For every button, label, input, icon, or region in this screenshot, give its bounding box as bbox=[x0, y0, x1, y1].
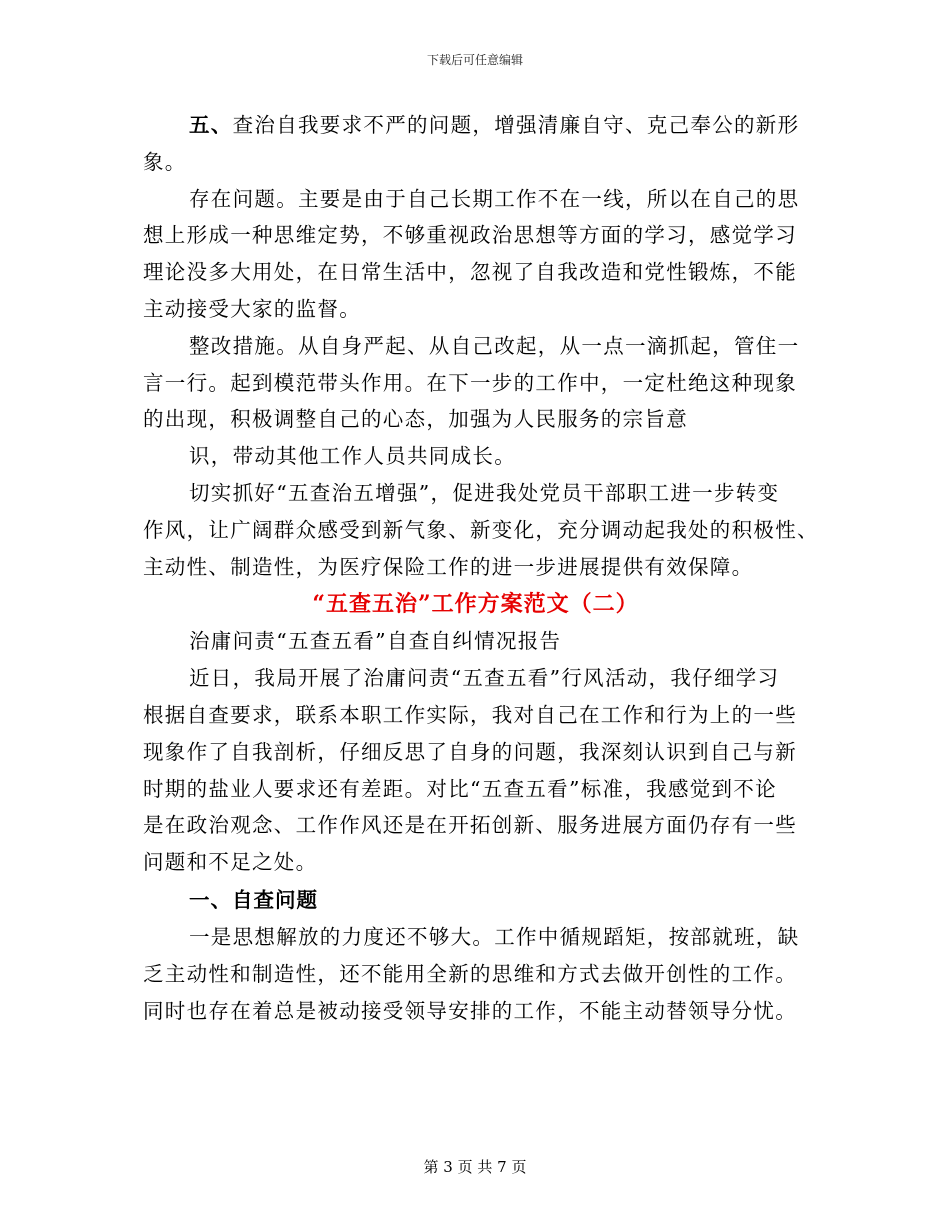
conclusion-paragraph-line: 作风，让广阔群众感受到新气象、新变化，充分调动起我处的积极性、 bbox=[143, 517, 819, 542]
intro-paragraph-line: 根据自查要求，联系本职工作实际，我对自己在工作和行为上的一些 bbox=[143, 702, 797, 727]
problems-paragraph-line: 存在问题。主要是由于自己长期工作不在一线，所以在自己的思 bbox=[189, 186, 800, 211]
intro-paragraph-line: 现象作了自我剖析，仔细反思了自身的问题，我深刻认识到自己与新 bbox=[143, 739, 797, 764]
section-one-heading: 一、自查问题 bbox=[189, 887, 318, 912]
section-one-paragraph-line: 一是思想解放的力度还不够大。工作中循规蹈矩，按部就班，缺 bbox=[189, 924, 800, 949]
intro-paragraph-line: 时期的盐业人要求还有差距。对比“五查五看”标准，我感觉到不论 bbox=[143, 776, 777, 801]
problems-paragraph-line: 理论没多大用处，在日常生活中，忽视了自我改造和党性锻炼，不能 bbox=[143, 260, 797, 285]
intro-paragraph-line: 近日，我局开展了治庸问责“五查五看”行风活动，我仔细学习 bbox=[189, 666, 780, 691]
document-title: “五查五治”工作方案范文（二） bbox=[312, 591, 639, 618]
problems-paragraph-line: 主动接受大家的监督。 bbox=[143, 296, 361, 321]
conclusion-paragraph-line: 切实抓好“五查治五增强”，促进我处党员干部职工进一步转变 bbox=[189, 480, 780, 505]
measures-paragraph-line: 整改措施。从自身严起、从自己改起，从一点一滴抓起，管住一 bbox=[189, 333, 800, 358]
measures-paragraph-line: 言一行。起到模范带头作用。在下一步的工作中，一定杜绝这种现象 bbox=[143, 370, 797, 395]
continuation-line: 识，带动其他工作人员共同成长。 bbox=[189, 444, 516, 469]
page-header: 下载后可任意编辑 bbox=[426, 53, 523, 67]
section-one-paragraph-line: 同时也存在着总是被动接受领导安排的工作，不能主动替领导分忧。 bbox=[143, 998, 797, 1023]
measures-paragraph-line: 的出现，积极调整自己的心态，加强为人民服务的宗旨意 bbox=[143, 407, 688, 432]
section-five-number: 五、 bbox=[189, 113, 233, 137]
section-five-heading-line-1 bbox=[143, 107, 808, 144]
page-footer: 第 3 页 共 7 页 bbox=[423, 1158, 527, 1176]
section-five-heading-line-2: 象。 bbox=[143, 149, 187, 174]
section-five-heading-rest: 查治自我要求不严的问题，增强清廉自守、克己奉公的新形 bbox=[232, 113, 800, 137]
report-subtitle: 治庸问责“五查五看”自查自纠情况报告 bbox=[189, 629, 562, 654]
section-one-paragraph-line: 乏主动性和制造性，还不能用全新的思维和方式去做开创性的工作。 bbox=[143, 961, 797, 986]
problems-paragraph-line: 想上形成一种思维定势，不够重视政治思想等方面的学习，感觉学习 bbox=[143, 223, 797, 248]
conclusion-paragraph-line: 主动性、制造性，为医疗保险工作的进一步进展提供有效保障。 bbox=[143, 554, 754, 579]
intro-paragraph-line: 是在政治观念、工作作风还是在开拓创新、服务进展方面仍存有一些 bbox=[143, 813, 797, 838]
intro-paragraph-line: 问题和不足之处。 bbox=[143, 850, 318, 875]
document-body bbox=[143, 107, 819, 1029]
